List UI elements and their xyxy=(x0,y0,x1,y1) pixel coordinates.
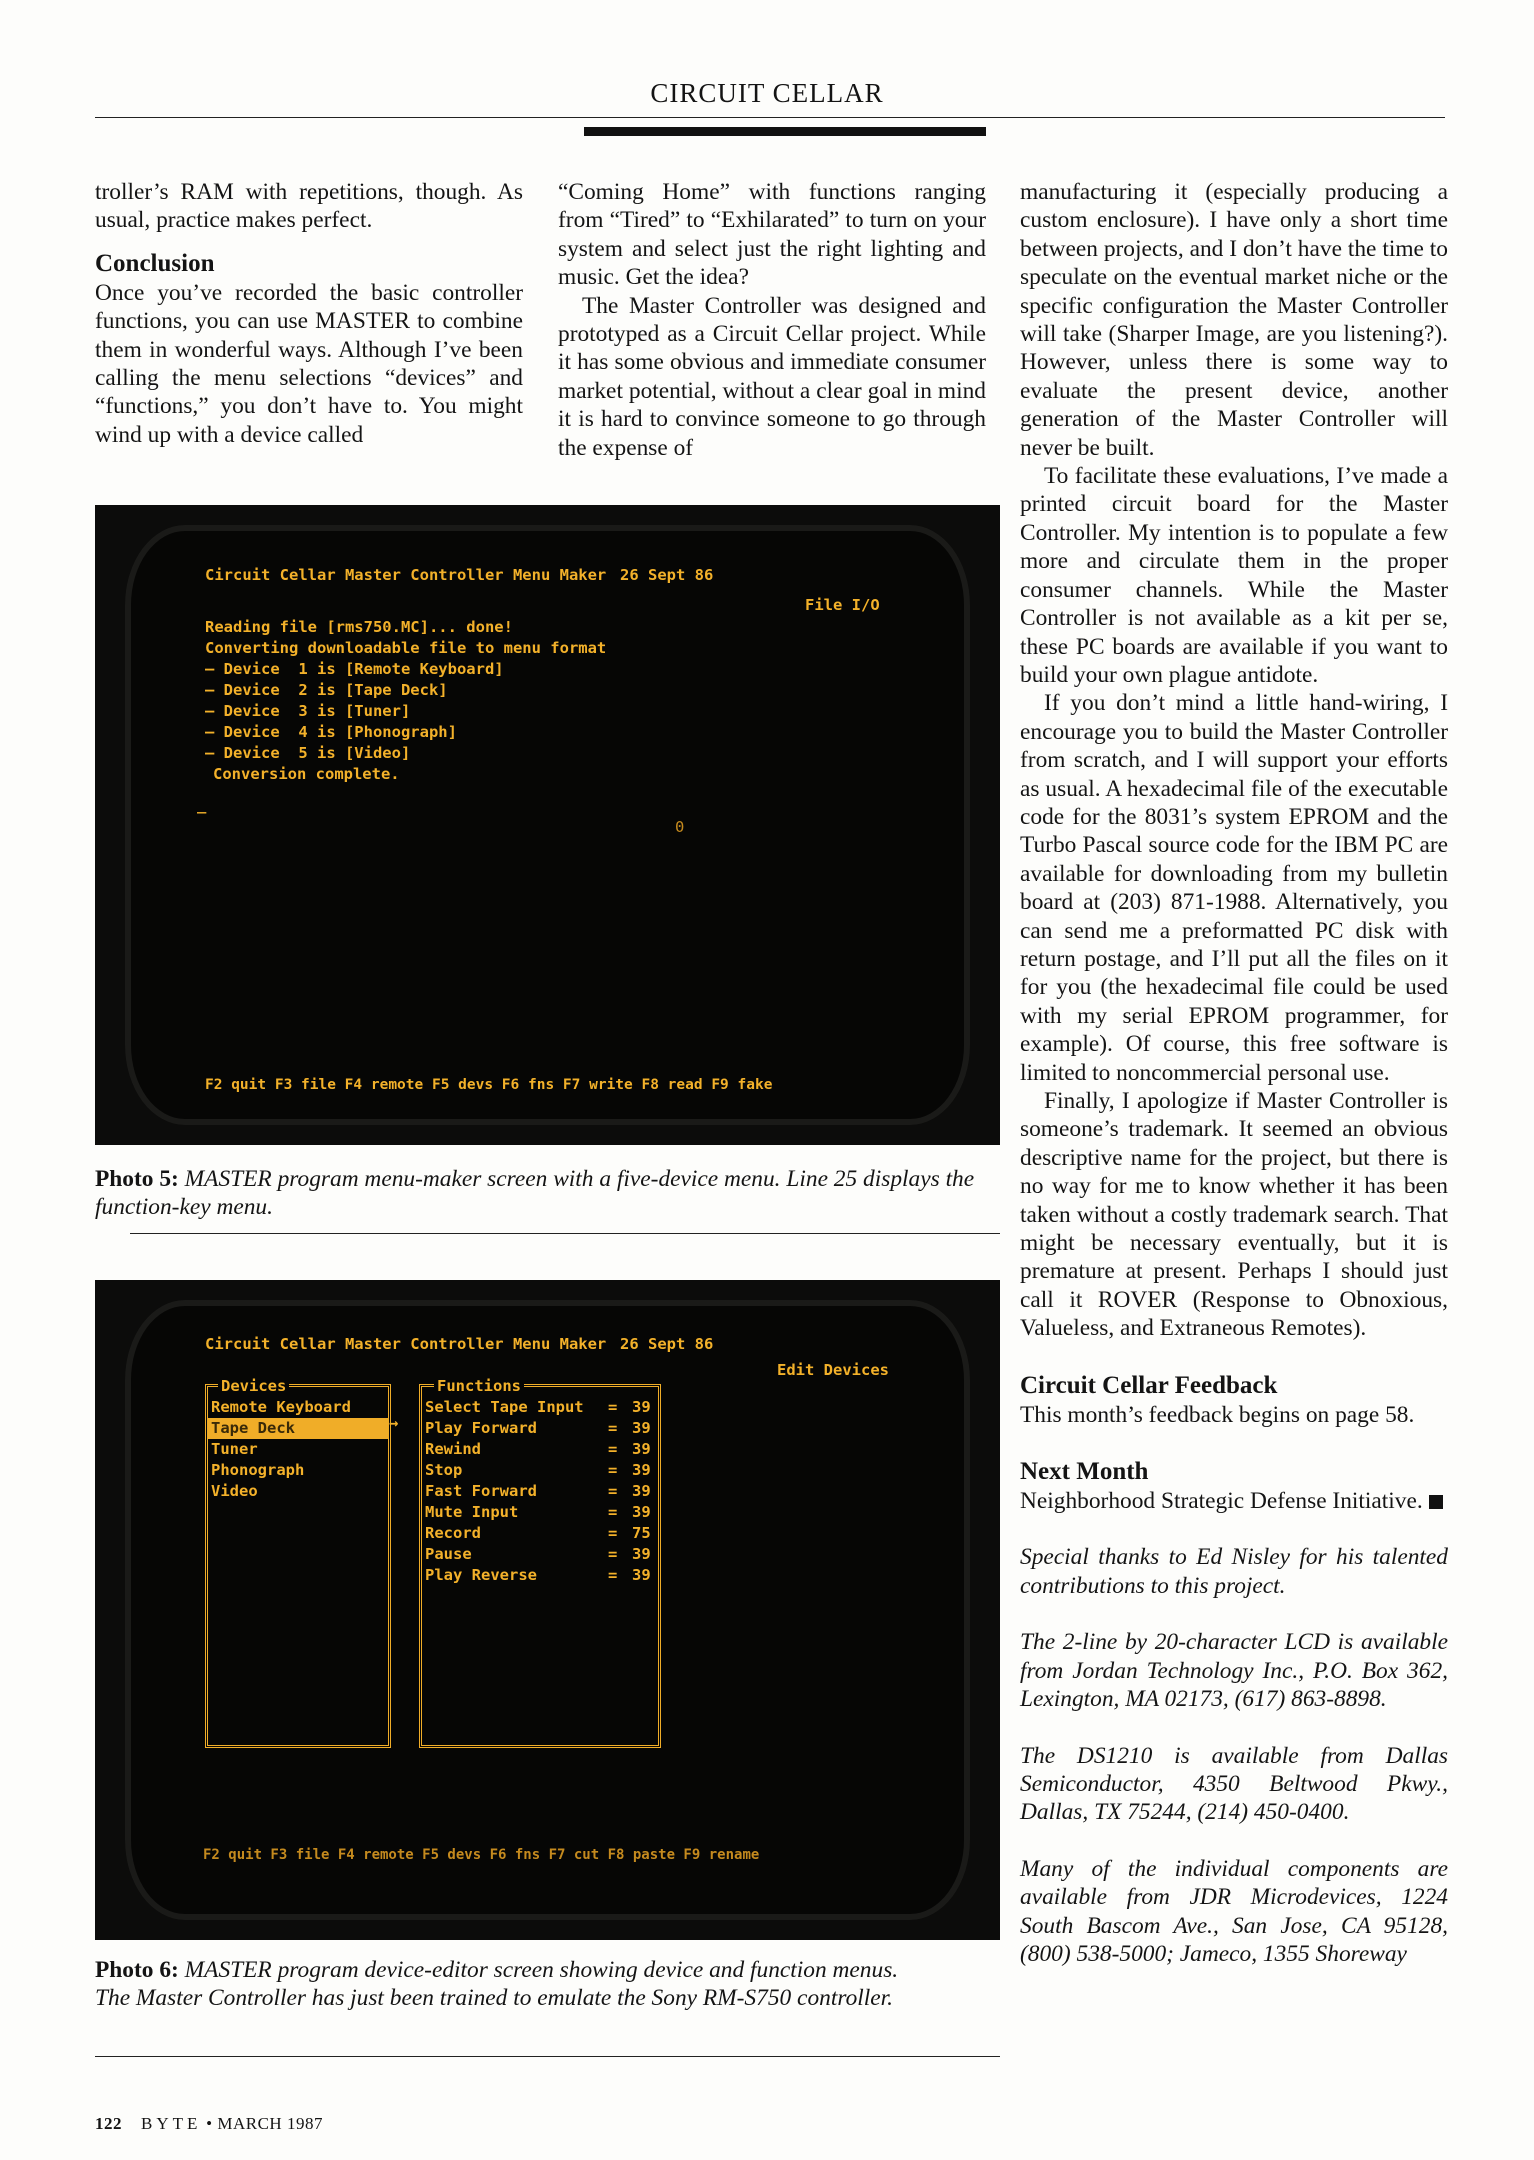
equals-sign: = xyxy=(608,1566,618,1584)
source-note: Many of the individual components are available from JDR Microdevices, 1224 South Bascom Ave., San Jose, CA 95128, (800) 538-5000; Jameco, 1355 Shoreway xyxy=(1020,1855,1448,1967)
paragraph: The Master Controller was designed and prototyped as a Circuit Cellar project. While it has some obvious and immediate consumer market potential, without a clear goal in mind it is hard to convince someone to go through the expense of xyxy=(558,292,986,461)
crt-screen xyxy=(125,525,970,1125)
screen-date: 26 Sept 86 xyxy=(620,566,714,584)
screen-function-keys: F2 quit F3 file F4 remote F5 devs F6 fns F7 cut F8 paste F9 rename xyxy=(203,1847,760,1863)
screen-line: Reading file [rms750.MC]... done! xyxy=(205,618,513,636)
device-item[interactable]: Tuner xyxy=(211,1440,258,1458)
function-code: 39 xyxy=(632,1398,651,1416)
function-code: 39 xyxy=(632,1419,651,1437)
screen-date: 26 Sept 86 xyxy=(620,1335,714,1353)
header-rule xyxy=(95,117,1445,118)
equals-sign: = xyxy=(608,1419,618,1437)
paragraph: To facilitate these evaluations, I’ve made a printed circuit board for the Master Controller. My intention is to populate a few more and circulate them in the proper consumer channels. While the Master Controller is not available as a kit per se, these PC boards are available if you want to build your own plague antidote. xyxy=(1020,463,1448,688)
function-code: 39 xyxy=(632,1545,651,1563)
column-1 xyxy=(95,178,523,449)
device-item[interactable]: Video xyxy=(211,1482,258,1500)
page-number: 122 xyxy=(95,2114,122,2133)
function-item[interactable]: Rewind xyxy=(425,1440,481,1458)
screen-device-line: — Device 2 is [Tape Deck] xyxy=(205,681,448,699)
function-item[interactable]: Fast Forward xyxy=(425,1482,537,1500)
screen-mode: File I/O xyxy=(805,596,880,614)
devices-menu[interactable] xyxy=(205,1377,391,1748)
function-item[interactable]: Play Reverse xyxy=(425,1566,537,1584)
screen-device-line: — Device 3 is [Tuner] xyxy=(205,702,411,720)
function-item[interactable]: Stop xyxy=(425,1461,463,1479)
function-code: 39 xyxy=(632,1503,651,1521)
function-code: 75 xyxy=(632,1524,651,1542)
screen-title: Circuit Cellar Master Controller Menu Maker xyxy=(205,566,607,584)
paragraph: manufacturing it (especially producing a custom enclosure). I have only a short time between projects, and I don’t have the time to speculate on the eventual market niche or the specific configuration the Master Controller will take (Sharper Image, are you listening?). However, unless there is some way to evaluate the present device, another generation of the Master Controller will never be built. xyxy=(1020,179,1448,461)
caption-text: MASTER program device-editor screen showing device and function menus. The Master Controller has just been trained to emulate the Sony RM-S750 controller. xyxy=(95,1957,899,2011)
function-code: 39 xyxy=(632,1440,651,1458)
source-note: The DS1210 is available from Dallas Semiconductor, 4350 Beltwood Pkwy., Dallas, TX 75244, (214) 450-0400. xyxy=(1020,1742,1448,1826)
end-mark-icon xyxy=(1429,1495,1443,1509)
selection-arrow-icon: → xyxy=(389,1414,399,1432)
screen-line: Converting downloadable file to menu format xyxy=(205,639,607,657)
function-item[interactable]: Mute Input xyxy=(425,1503,519,1521)
column-2 xyxy=(558,178,986,462)
functions-menu-title: Functions xyxy=(434,1376,524,1397)
function-item[interactable]: Pause xyxy=(425,1545,472,1563)
equals-sign: = xyxy=(608,1524,618,1542)
equals-sign: = xyxy=(608,1440,618,1458)
screen-device-line: — Device 1 is [Remote Keyboard] xyxy=(205,660,504,678)
photo-5-image xyxy=(95,505,1000,1145)
function-item[interactable]: Record xyxy=(425,1524,481,1542)
equals-sign: = xyxy=(608,1503,618,1521)
device-item[interactable]: Remote Keyboard xyxy=(211,1398,351,1416)
device-item-selected[interactable]: Tape Deck xyxy=(211,1419,295,1437)
column-3 xyxy=(1020,178,1448,1968)
function-code: 39 xyxy=(632,1566,651,1584)
function-item[interactable]: Select Tape Input xyxy=(425,1398,584,1416)
screen-device-line: — Device 5 is [Video] xyxy=(205,744,411,762)
screen-title: Circuit Cellar Master Controller Menu Maker xyxy=(205,1335,607,1353)
caption-label: Photo 5: xyxy=(95,1166,179,1192)
function-item[interactable]: Play Forward xyxy=(425,1419,537,1437)
screen-mark: 0 xyxy=(675,818,685,836)
equals-sign: = xyxy=(608,1398,618,1416)
paragraph: If you don’t mind a little hand-wiring, I encourage you to build the Master Controller from scratch, and I will support your efforts as usual. A hexadecimal file of the executable code for the 8031’s system EPROM and the Turbo Pascal source code for the IBM PC are available for downloading from my bulletin board at (203) 871-1988. Alternatively, you can send me a preformatted PC disk with return postage, and I’ll put all the files on it for you (the hexadecimal file could be used with my serial EPROM programmer, for example). Of course, this free software is limited to noncommercial personal use. xyxy=(1020,690,1448,1086)
header-bar xyxy=(584,127,986,136)
caption-text: MASTER program menu-maker screen with a five-device menu. Line 25 displays the function-key menu. xyxy=(95,1166,975,1220)
screen-device-line: — Device 4 is [Phonograph] xyxy=(205,723,457,741)
issue-date: MARCH 1987 xyxy=(217,2114,323,2133)
device-item[interactable]: Phonograph xyxy=(211,1461,305,1479)
caption-rule xyxy=(130,1233,1000,1234)
paragraph: “Coming Home” with functions ranging from “Tired” to “Exhilarated” to turn on your system and select just the right lighting and music. Get the idea? xyxy=(558,179,986,291)
photo-6-image xyxy=(95,1280,1000,1940)
paragraph: This month’s feedback begins on page 58. xyxy=(1020,1401,1415,1428)
heading-feedback: Circuit Cellar Feedback xyxy=(1020,1371,1278,1399)
paragraph: troller’s RAM with repetitions, though. As usual, practice makes perfect. xyxy=(95,179,523,234)
screen-line: Conversion complete. xyxy=(213,765,400,783)
heading-conclusion: Conclusion xyxy=(95,249,215,277)
caption-rule xyxy=(95,2056,1000,2057)
footer-separator: • xyxy=(206,2114,213,2133)
page-footer xyxy=(95,2114,323,2134)
equals-sign: = xyxy=(608,1482,618,1500)
devices-menu-title: Devices xyxy=(218,1376,289,1397)
equals-sign: = xyxy=(608,1461,618,1479)
function-code: 39 xyxy=(632,1482,651,1500)
credit-note: Special thanks to Ed Nisley for his talented contributions to this project. xyxy=(1020,1544,1448,1599)
function-code: 39 xyxy=(632,1461,651,1479)
screen-function-keys: F2 quit F3 file F4 remote F5 devs F6 fns F7 write F8 read F9 fake xyxy=(205,1077,773,1093)
screen-cursor: _ xyxy=(197,796,207,814)
running-header: CIRCUIT CELLAR xyxy=(650,78,884,108)
screen-mode: Edit Devices xyxy=(777,1361,889,1379)
source-note: The 2-line by 20-character LCD is available from Jordan Technology Inc., P.O. Box 362, Lexington, MA 02173, (617) 863-8898. xyxy=(1020,1629,1448,1713)
photo-6-caption xyxy=(95,1956,905,2012)
caption-label: Photo 6: xyxy=(95,1957,179,1983)
photo-6 xyxy=(95,1280,1000,2060)
next-month-text: Neighborhood Strategic Defense Initiative. xyxy=(1020,1488,1423,1515)
paragraph: Once you’ve recorded the basic controller functions, you can use MASTER to combine them in wonderful ways. Although I’ve been calling the menu selections “devices” and “functions,” you don’t have to. You might wind up with a device called xyxy=(95,279,523,448)
magazine-name: BYTE xyxy=(141,2114,202,2133)
paragraph xyxy=(1020,1487,1448,1515)
equals-sign: = xyxy=(608,1545,618,1563)
photo-5-caption xyxy=(95,1165,975,1221)
photo-5 xyxy=(95,505,1000,1235)
functions-menu[interactable] xyxy=(419,1377,661,1748)
paragraph: Finally, I apologize if Master Controller is someone’s trademark. It seemed an obvious descriptive name for the project, but there is no way for me to know whether it has been taken without a costly trademark search. That might be necessary eventually, but it is premature at present. Perhaps I should just call it ROVER (Response to Obnoxious, Valueless, and Extraneous Remotes). xyxy=(1020,1088,1448,1342)
crt-screen xyxy=(125,1300,970,1920)
heading-next-month: Next Month xyxy=(1020,1458,1149,1486)
